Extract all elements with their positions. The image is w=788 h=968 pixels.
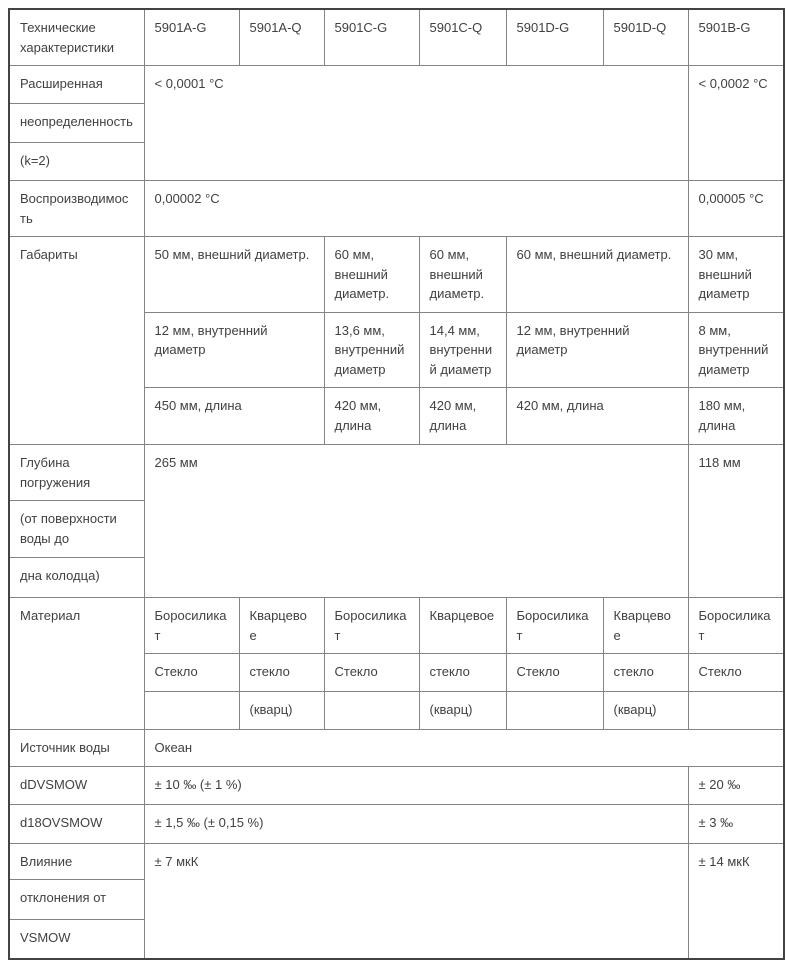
d18ovsmow-value-5901b: ± 3 ‰: [688, 804, 784, 843]
inner-diameter-5901c-g: 13,6 мм, внутренний диаметр: [324, 312, 419, 388]
reproducibility-value-5901b: 0,00005 °C: [688, 181, 784, 237]
immersion-depth-label-2: (от поверхности воды до: [9, 501, 144, 558]
header-title-cell: Технические характеристики: [9, 9, 144, 66]
vsmow-deviation-label-2: отклонения от: [9, 880, 144, 920]
header-row: [9, 9, 784, 66]
d18ovsmow-row: [9, 804, 784, 843]
inner-diameter-5901d: 12 мм, внутренний диаметр: [506, 312, 688, 388]
material-3-5901c-g: [324, 692, 419, 730]
reproducibility-value-main: 0,00002 °C: [144, 181, 688, 237]
immersion-depth-row-1: [9, 445, 784, 501]
length-5901c-q: 420 мм, длина: [419, 388, 506, 445]
material-1-5901a-q: Кварцевое: [239, 598, 324, 654]
material-1-5901c-g: Боросиликат: [324, 598, 419, 654]
length-5901d: 420 мм, длина: [506, 388, 688, 445]
outer-diameter-5901d: 60 мм, внешний диаметр.: [506, 237, 688, 313]
vsmow-deviation-row-1: [9, 843, 784, 880]
model-header-5901d-q: 5901D-Q: [603, 9, 688, 66]
reproducibility-row: [9, 181, 784, 237]
expanded-uncertainty-label-2: неопределенность: [9, 104, 144, 143]
model-header-5901a-q: 5901A-Q: [239, 9, 324, 66]
reproducibility-label: Воспроизводимость: [9, 181, 144, 237]
length-5901c-g: 420 мм, длина: [324, 388, 419, 445]
material-1-5901d-g: Боросиликат: [506, 598, 603, 654]
material-1-5901d-q: Кварцевое: [603, 598, 688, 654]
material-1-5901b-g: Боросиликат: [688, 598, 784, 654]
outer-diameter-5901c-g: 60 мм, внешний диаметр.: [324, 237, 419, 313]
material-1-5901c-q: Кварцевое: [419, 598, 506, 654]
expanded-uncertainty-label-1: Расширенная: [9, 66, 144, 104]
model-header-5901c-g: 5901C-G: [324, 9, 419, 66]
material-3-5901a-g: [144, 692, 239, 730]
d18ovsmow-label: d18OVSMOW: [9, 804, 144, 843]
expanded-uncertainty-row-1: [9, 66, 784, 104]
material-1-5901a-g: Боросиликат: [144, 598, 239, 654]
ddvsmow-label: dDVSMOW: [9, 766, 144, 804]
material-3-5901b-g: [688, 692, 784, 730]
dimensions-outer-diameter-row: [9, 237, 784, 313]
d18ovsmow-value-main: ± 1,5 ‰ (± 0,15 %): [144, 804, 688, 843]
outer-diameter-5901c-q: 60 мм, внешний диаметр.: [419, 237, 506, 313]
outer-diameter-5901b: 30 мм, внешний диаметр: [688, 237, 784, 313]
water-source-value: Океан: [144, 730, 784, 767]
material-2-5901c-g: Стекло: [324, 654, 419, 692]
immersion-depth-label-1: Глубина погружения: [9, 445, 144, 501]
ddvsmow-value-5901b: ± 20 ‰: [688, 766, 784, 804]
material-row-1: [9, 598, 784, 654]
vsmow-deviation-value-5901b: ± 14 мкК: [688, 843, 784, 959]
immersion-depth-value-main: 265 мм: [144, 445, 688, 598]
material-3-5901c-q: (кварц): [419, 692, 506, 730]
material-2-5901a-q: стекло: [239, 654, 324, 692]
model-header-5901c-q: 5901C-Q: [419, 9, 506, 66]
dimensions-label: Габариты: [9, 237, 144, 445]
immersion-depth-label-3: дна колодца): [9, 558, 144, 598]
technical-specs-table: [8, 8, 785, 960]
length-5901a: 450 мм, длина: [144, 388, 324, 445]
material-3-5901d-q: (кварц): [603, 692, 688, 730]
vsmow-deviation-label-1: Влияние: [9, 843, 144, 880]
water-source-label: Источник воды: [9, 730, 144, 767]
model-header-5901d-g: 5901D-G: [506, 9, 603, 66]
inner-diameter-5901c-q: 14,4 мм, внутренний диаметр: [419, 312, 506, 388]
length-5901b: 180 мм, длина: [688, 388, 784, 445]
model-header-5901a-g: 5901A-G: [144, 9, 239, 66]
expanded-uncertainty-label-3: (k=2): [9, 143, 144, 181]
ddvsmow-row: [9, 766, 784, 804]
material-2-5901d-q: стекло: [603, 654, 688, 692]
material-2-5901a-g: Стекло: [144, 654, 239, 692]
vsmow-deviation-label-3: VSMOW: [9, 920, 144, 959]
immersion-depth-value-5901b: 118 мм: [688, 445, 784, 598]
material-label: Материал: [9, 598, 144, 730]
model-header-5901b-g: 5901B-G: [688, 9, 784, 66]
vsmow-deviation-value-main: ± 7 мкК: [144, 843, 688, 959]
ddvsmow-value-main: ± 10 ‰ (± 1 %): [144, 766, 688, 804]
material-2-5901b-g: Стекло: [688, 654, 784, 692]
inner-diameter-5901b: 8 мм, внутренний диаметр: [688, 312, 784, 388]
inner-diameter-5901a: 12 мм, внутренний диаметр: [144, 312, 324, 388]
water-source-row: [9, 730, 784, 767]
material-3-5901a-q: (кварц): [239, 692, 324, 730]
expanded-uncertainty-value-main: < 0,0001 °C: [144, 66, 688, 181]
outer-diameter-5901a: 50 мм, внешний диаметр.: [144, 237, 324, 313]
material-2-5901c-q: стекло: [419, 654, 506, 692]
material-2-5901d-g: Стекло: [506, 654, 603, 692]
expanded-uncertainty-value-5901b: < 0,0002 °C: [688, 66, 784, 181]
material-3-5901d-g: [506, 692, 603, 730]
